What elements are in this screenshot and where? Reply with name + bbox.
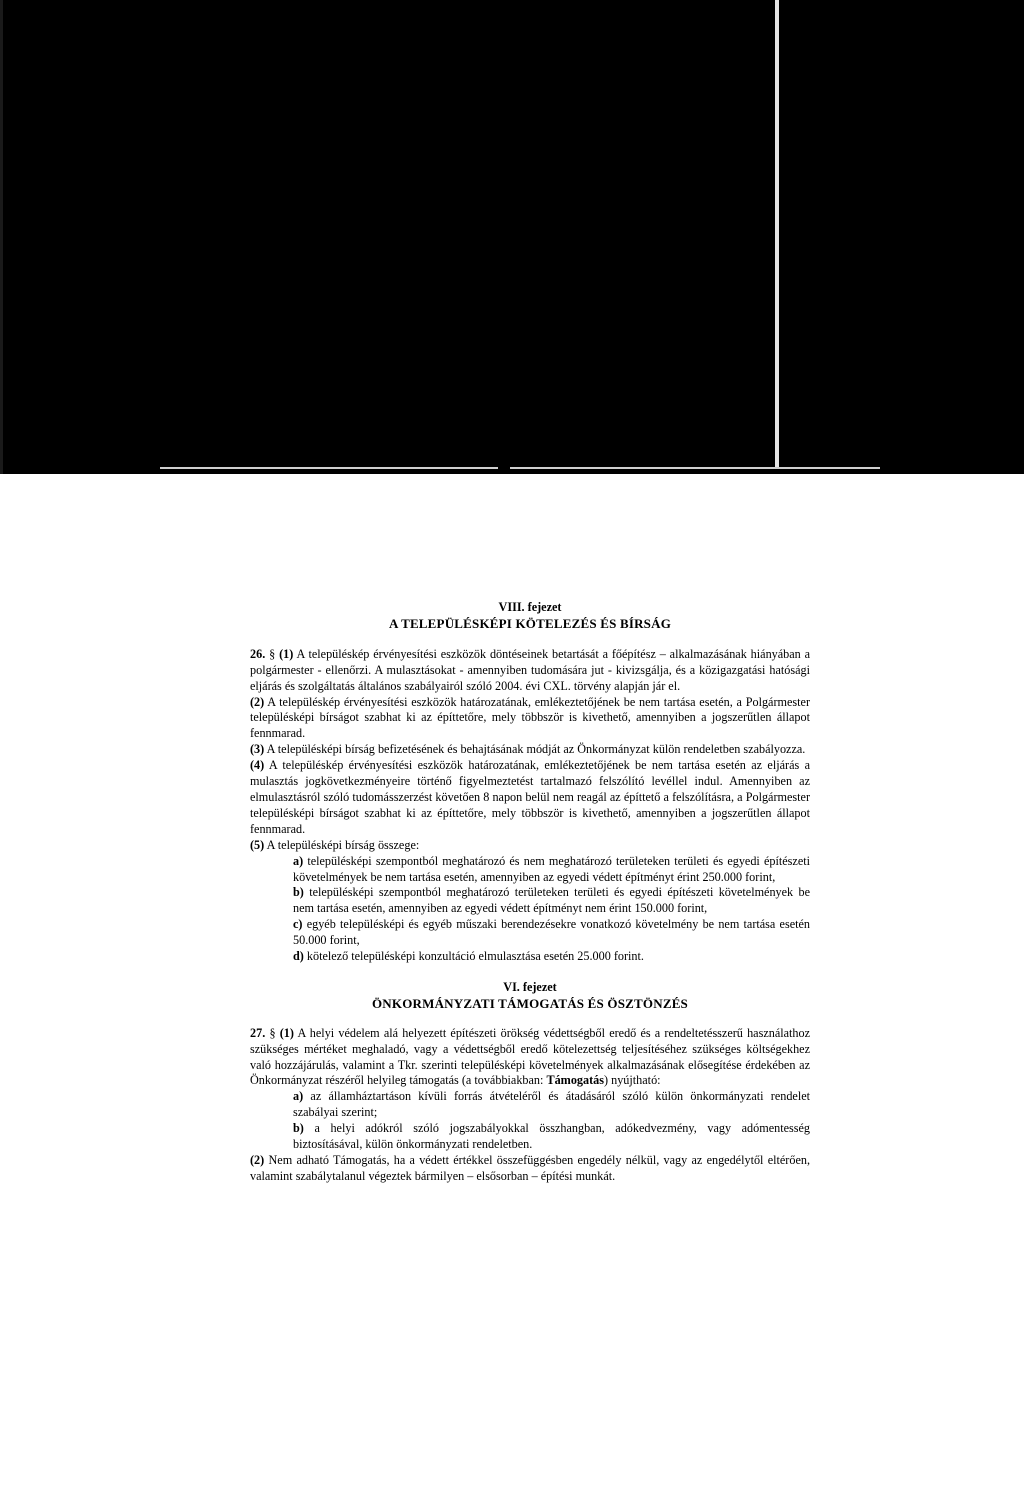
paragraph-marker: (5): [250, 837, 265, 852]
item-text: egyéb településképi és egyéb műszaki berendezésekre vonatkozó követelmény be nem tartása esetén 50.000 forint,: [293, 917, 811, 948]
item-text: a helyi adókról szóló jogszabályokkal összhangban, adókedvezmény, vagy adómentesség biztosításával, külön önkormányzati rendeletben.: [293, 1121, 811, 1152]
paragraph-text: A településkép érvényesítési eszközök határozatának, emlékeztetőjének be nem tartása esetén az eljárás a mulasztás jogkövetkezményeire történő figyelmeztetést tartalmazó felszólító levéllel indul. Amennyiben az elmulasztásról szóló tudomásszerzést követően 8 napon belül nem reagál az építtető a felszólításra, a Polgármester településképi bírságot szabhat ki az építtetőre, mely többször is kivethető, amennyiben a jogszerűtlen állapot fennmarad.: [250, 758, 810, 836]
paragraph-text-end: ) nyújtható:: [604, 1073, 661, 1088]
item-marker: a): [293, 853, 304, 868]
section-27-number: 27.: [250, 1025, 266, 1040]
paragraph-marker: (2): [250, 1153, 265, 1167]
item-text: kötelező településképi konzultáció elmulasztása esetén 25.000 forint.: [306, 949, 644, 964]
list-item: [250, 917, 810, 949]
item-marker: c): [293, 917, 303, 932]
chapter-8-number: VIII. fejezet: [498, 600, 562, 614]
section-27-paragraph-2: [250, 1153, 810, 1185]
scan-rule-right: [510, 467, 880, 469]
list-item: [250, 854, 810, 886]
defined-term: Támogatás: [546, 1073, 605, 1088]
chapter-8-title: A TELEPÜLÉSKÉPI KÖTELEZÉS ÉS BÍRSÁG: [388, 615, 672, 631]
item-text: településképi szempontból meghatározó és nem meghatározó területeken területi és egyedi építészeti követelmények be nem tartása esetén, amennyiben az egyedi védett építményt érint 250.000 forint,: [293, 853, 811, 884]
paragraph-marker: (1): [279, 1025, 294, 1040]
section-26-paragraph-4: [250, 758, 810, 838]
item-marker: b): [293, 1121, 304, 1136]
paragraph-text: A településképi bírság befizetésének és behajtásának módját az Önkormányzat külön rendeletben szabályozza.: [266, 742, 806, 757]
section-27-paragraph-1: [250, 1026, 810, 1090]
paragraph-marker: (2): [250, 694, 265, 709]
chapter-6-title: ÖNKORMÁNYZATI TÁMOGATÁS ÉS ÖSZTÖNZÉS: [371, 995, 688, 1011]
item-marker: d): [293, 949, 304, 964]
list-item: [250, 1121, 810, 1153]
paragraph-marker: (1): [279, 646, 294, 661]
item-marker: b): [293, 885, 304, 900]
paragraph-text: A helyi védelem alá helyezett építészeti örökség védettségből eredő és a rendeltetésszerű használathoz szükséges mértéket meghaladó, vagy a védettségből eredő kötelezettség teljesítéséhez szükséges költségekhez való hozzájárulás, valamint a Tkr. szerinti településképi követelmények alkalmazásának elősegítése érdekében az Önkormányzat részéről helyileg támogatás (a továbbiakban:: [250, 1025, 811, 1088]
paragraph-marker: (3): [250, 742, 265, 757]
list-item: [250, 949, 810, 965]
chapter-8-heading: [250, 600, 810, 632]
section-26-paragraph-5: [250, 838, 810, 854]
section-sign: §: [269, 646, 276, 661]
list-item: [250, 1089, 810, 1121]
list-item: [250, 885, 810, 917]
chapter-6-number: VI. fejezet: [503, 979, 557, 994]
section-26-paragraph-3: [250, 742, 810, 758]
section-26-paragraph-2: [250, 695, 810, 743]
document-body: [250, 600, 810, 1185]
paragraph-text: Nem adható Támogatás, ha a védett értékkel összefüggésben engedély nélkül, vagy az engedélytől eltérően, valamint szabálytalanul végeztek bármilyen – elsősorban – építési munkát.: [250, 1153, 810, 1183]
section-26-number: 26.: [250, 646, 266, 661]
item-marker: a): [293, 1089, 304, 1104]
paragraph-text: A településképi bírság összege:: [266, 837, 420, 852]
section-26-paragraph-1: [250, 647, 810, 695]
paragraph-marker: (4): [250, 758, 265, 773]
paragraph-text: A településkép érvényesítési eszközök határozatának, emlékeztetőjének be nem tartása esetén, a Polgármester településképi bírságot szabhat ki az építtetőre, mely többször is kivethető, amennyiben a jogszerűtlen állapot fennmarad.: [250, 694, 811, 741]
item-text: településképi szempontból meghatározó területeken területi és egyedi építészeti követelmények be nem tartása esetén, amennyiben az egyedi védett építményt nem érint 150.000 forint,: [293, 885, 810, 916]
scan-column-line: [775, 0, 779, 468]
section-sign: §: [269, 1025, 276, 1040]
document-page: [0, 474, 1024, 1488]
paragraph-text: A településkép érvényesítési eszközök döntéseinek betartását a főépítész – alkalmazásának hiányában a polgármester - ellenőrzi. A mulasztásokat - amennyiben tudomására jut - kivizsgálja, és a közigazgatási hatósági eljárás és szolgáltatás általános szabályairól szóló 2004. évi CXL. törvény alapján jár el.: [250, 646, 811, 693]
scan-rule-left: [160, 467, 498, 469]
item-text: az államháztartáson kívüli forrás átvételéről és átadásáról szóló külön önkormányzati rendelet szabályai szerint;: [293, 1089, 811, 1120]
chapter-6-heading: [250, 980, 810, 1012]
